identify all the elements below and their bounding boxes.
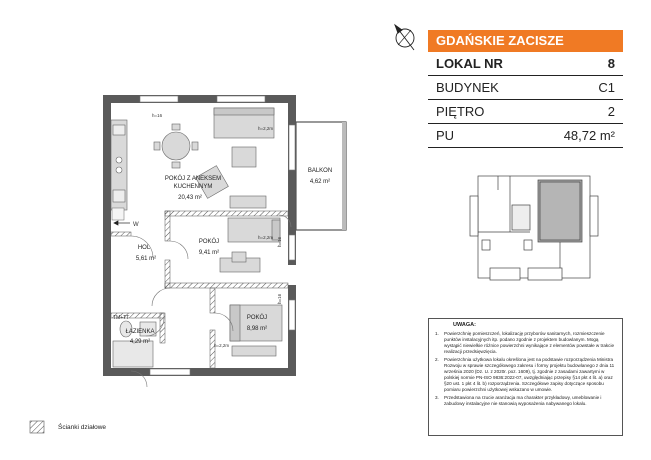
note-item [435,331,616,355]
room2-area: 8,98 m² [246,326,268,332]
info-value: C1 [598,80,615,95]
room1-name: POKÓJ [198,239,220,245]
info-row-pietro [428,100,623,124]
legend-label: Ścianki działowe [58,424,107,431]
bath-name: ŁAZIENKA [125,329,155,335]
height-label: h=16 [277,293,282,304]
notes-title: UWAGA: [453,322,476,328]
living-room-name: POKÓJ Z ANEKSEM [164,176,222,182]
info-key: LOKAL NR [436,56,503,71]
living-room-name2: KUCHENNYM [173,184,213,190]
legend-swatch [30,421,44,433]
bath-area: 4,29 m² [129,339,151,345]
info-key: PU [436,128,455,143]
info-key: PIĘTRO [436,104,485,119]
note-number: 3. [435,395,439,400]
height-label: h=2,2m [214,343,230,348]
w-mark: W [133,222,139,228]
balcony-name: BALKON [307,168,333,174]
entry-arrow [112,208,130,225]
info-row-lokal [428,52,623,76]
note-text: Powierzchnię pomieszczeń, lokalizację przyborów sanitarnych, rozmieszczenie punktów instalacyjnych itp. podano zgodnie z projektem budowlanym. Mogą wystąpić niewielkie różnice powierzchni wynikające z elementów powstałe w trakcie realizacji przedsięwzięcia. [444,331,615,354]
note-text: Powierzchnia użytkowa lokalu określona jest na podstawie rozporządzenia Ministra Rozwoju w sprawie szczegółowego zakresu i formy projektu budowlanego z dnia 11 września 2020 (Dz. U. z 2020r. poz. 1609), tj. zgodnie z zasadami zawartymi w polskiej normie PN-ISO 9836:2022-07, uwzględniając przepisy §14 pkt 4 lit. a) oraz §20 ust. 1 pkt 4 lit. b) rozporządzenia. Szczegółowe zapisy dotyczące sposobu pomiaru powierzchni użytkowej wskazano w umowie. [444,357,615,392]
hall-area: 5,61 m² [135,256,157,262]
balcony-area: 4,62 m² [309,179,331,185]
note-text: Przedstawiona na rzucie aranżacja ma charakter przykładowy, umeblowanie i zabudowy instalacyjne nie stanowią wyposażenia nabywanego lokalu. [444,395,602,406]
height-label: h=2,2m [258,126,274,131]
project-title: GDAŃSKIE ZACISZE [428,30,623,52]
info-row-budynek [428,76,623,100]
balcony [296,122,346,230]
living-room-area: 20,43 m² [178,195,202,201]
note-number: 1. [435,331,439,336]
info-value: 48,72 m² [563,128,615,143]
room1-area: 9,41 m² [198,250,220,256]
info-row-pu [428,124,623,148]
info-value: 2 [607,104,615,119]
height-label: h=16 [277,236,282,247]
info-key: BUDYNEK [436,80,499,95]
hall-name: HOL [137,245,151,251]
info-value: 8 [607,56,615,71]
room2-name: POKÓJ [246,315,268,321]
height-label: h=16 [152,113,163,118]
note-item [435,395,616,407]
note-number: 2. [435,357,439,362]
room1-furniture [220,218,280,272]
tm-mark: TM+TT [113,315,130,321]
height-label: h=2,2m [258,235,274,240]
note-item [435,357,616,393]
notes-box [428,318,623,436]
key-plan [470,176,598,280]
compass-icon [395,25,414,50]
